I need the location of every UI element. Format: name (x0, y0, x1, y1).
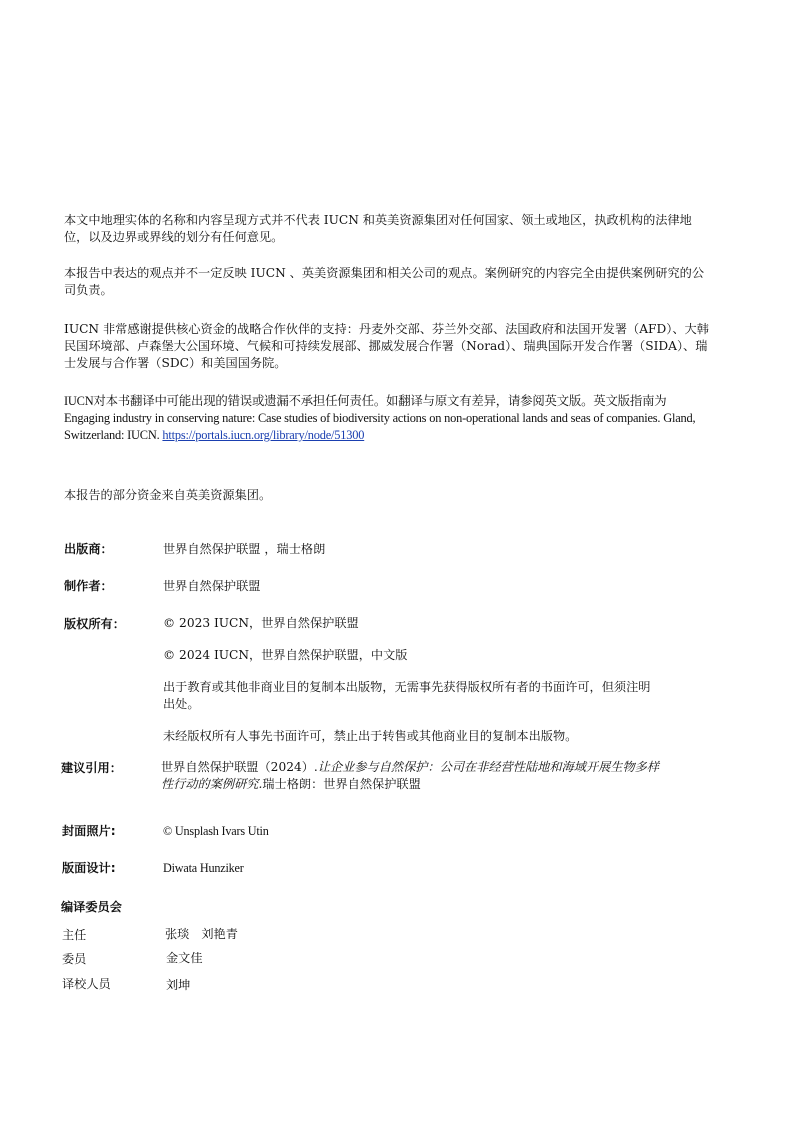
producer-value: 世界自然保护联盟 (163, 579, 261, 593)
translation-disclaimer-text: IUCN对本书翻译中可能出现的错误或遗漏不承担任何责任。如翻译与原文有差异，请参阅英文版。英文版指南为 Engaging industry in conserving nature: Case studies of biodiversity actions on non-operational lands and seas of companies. Gland, Switzerland: IUCN. (64, 394, 696, 442)
iucn-library-link[interactable]: https://portals.iucn.org/library/node/51300 (162, 428, 365, 442)
citation-prefix: 世界自然保护联盟（2024）. (161, 760, 318, 774)
committee-role-member: 委员 (62, 952, 87, 966)
committee-names-translator: 刘坤 (166, 978, 191, 992)
funding-partners-thanks: IUCN 非常感谢提供核心资金的战略合作伙伴的支持：丹麦外交部、芬兰外交部、法国政府和法国开发署（AFD）、大韩民国环境部、卢森堡大公国环境、气候和可持续发展部、挪威发展合作署（Norad）、瑞典国际开发合作署（SIDA）、瑞士发展与合作署（SDC）和美国国务院。 (64, 322, 709, 370)
citation-suffix: 瑞士格朗：世界自然保护联盟 (262, 777, 421, 791)
committee-names-member: 金文佳 (166, 951, 203, 965)
citation-label: 建议引用： (61, 761, 122, 775)
citation-title: 让企业参与自然保护：公司在非经营性陆地和海域开展生物多样性行动的案例研究. (161, 760, 660, 791)
publisher-label: 出版商： (64, 542, 113, 556)
copyright-reproduction-terms: 出于教育或其他非商业目的复制本出版物，无需事先获得版权所有者的书面许可，但须注明出处。 (163, 680, 651, 711)
copyright-line-2024: © 2024 IUCN，世界自然保护联盟，中文版 (163, 648, 408, 662)
funding-note: 本报告的部分资金来自英美资源集团。 (64, 488, 272, 502)
cover-photo-value: © Unsplash Ivars Utin (163, 824, 269, 838)
views-disclaimer: 本报告中表达的观点并不一定反映 IUCN 、英美资源集团和相关公司的观点。案例研究的内容完全由提供案例研究的公司负责。 (64, 266, 705, 297)
layout-design-label: 版面设计: (62, 861, 116, 875)
producer-label: 制作者： (64, 579, 113, 593)
citation-value (161, 759, 661, 793)
publisher-value: 世界自然保护联盟 ，瑞士格朗 (163, 542, 326, 556)
translation-disclaimer (64, 393, 714, 444)
cover-photo-label: 封面照片: (62, 824, 116, 838)
copyright-resale-terms: 未经版权所有人事先书面许可，禁止出于转售或其他商业目的复制本出版物。 (163, 729, 578, 743)
committee-member-name: 刘艳青 (201, 927, 238, 941)
committee-heading: 编译委员会 (61, 900, 122, 914)
committee-names-director (165, 926, 238, 943)
copyright-label: 版权所有： (64, 617, 125, 631)
committee-role-translator: 译校人员 (62, 977, 111, 991)
geo-disclaimer: 本文中地理实体的名称和内容呈现方式并不代表 IUCN 和英美资源集团对任何国家、领土或地区，执政机构的法律地位，以及边界或界线的划分有任何意见。 (64, 213, 692, 244)
committee-member-name: 张琰 (165, 927, 190, 941)
layout-design-value: Diwata Hunziker (163, 861, 244, 875)
copyright-line-2023: © 2023 IUCN，世界自然保护联盟 (163, 616, 359, 630)
committee-role-director: 主任 (62, 928, 87, 942)
